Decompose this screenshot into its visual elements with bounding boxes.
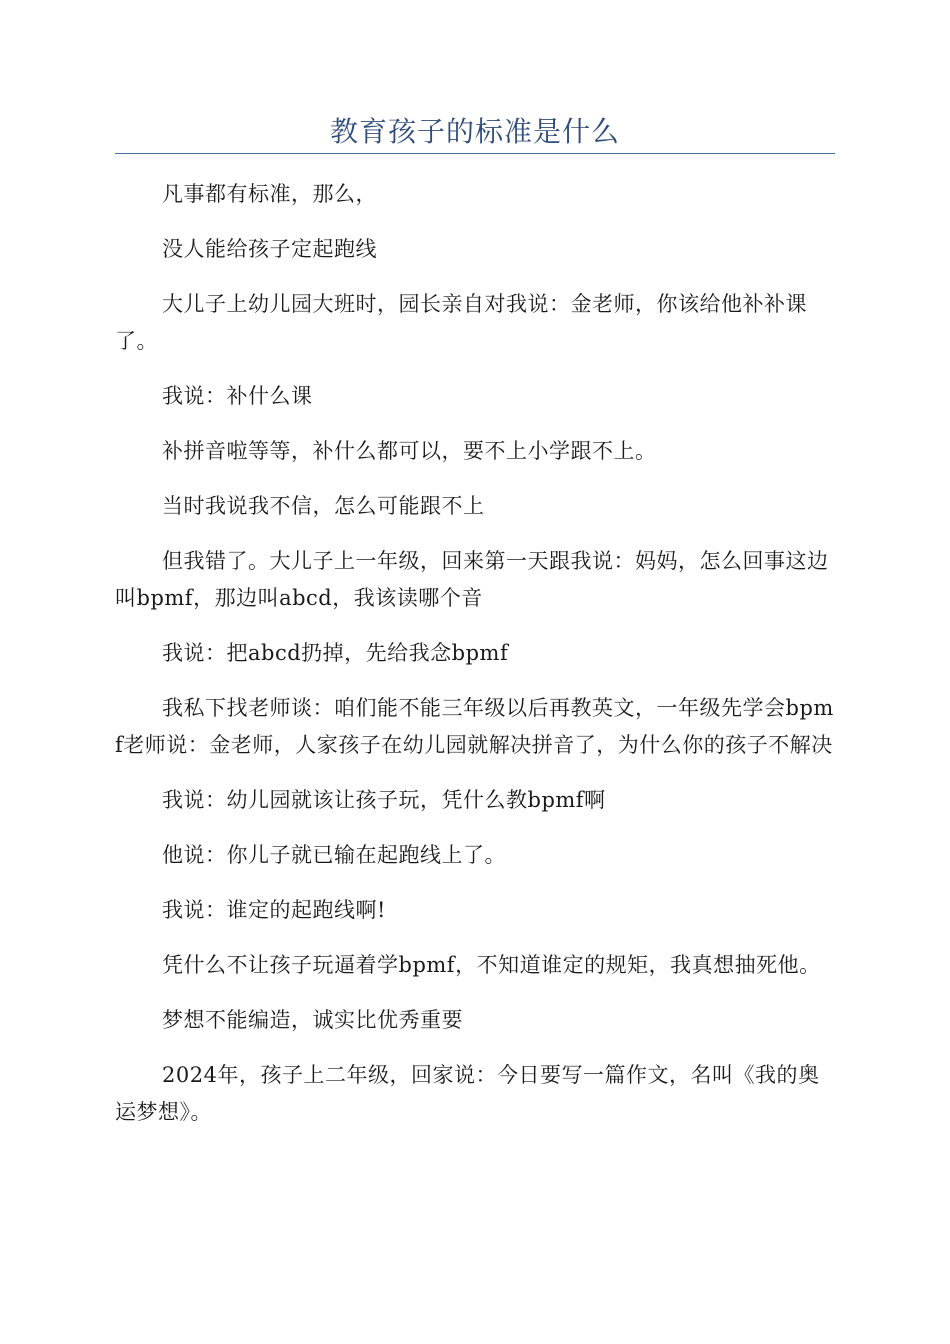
paragraph: 没人能给孩子定起跑线 <box>162 237 377 261</box>
paragraph: 大儿子上幼儿园大班时，园长亲自对我说：金老师，你该给他补补课了。 <box>115 292 807 353</box>
paragraph: 我说：补什么课 <box>162 384 313 408</box>
paragraph: 我说：幼儿园就该让孩子玩，凭什么教bpmf啊 <box>162 788 606 812</box>
paragraph: 补拼音啦等等，补什么都可以，要不上小学跟不上。 <box>162 439 657 463</box>
paragraph: 梦想不能编造，诚实比优秀重要 <box>162 1008 463 1032</box>
paragraph: 我私下找老师谈：咱们能不能三年级以后再教英文，一年级先学会bpmf老师说：金老师，人家孩子在幼儿园就解决拼音了，为什么你的孩子不解决 <box>115 696 834 757</box>
paragraph: 凭什么不让孩子玩逼着学bpmf，不知道谁定的规矩，我真想抽死他。 <box>162 953 821 977</box>
title-underline <box>115 153 835 154</box>
paragraph: 凡事都有标准，那么， <box>162 182 377 206</box>
paragraph: 我说：把abcd扔掉，先给我念bpmf <box>162 641 509 665</box>
paragraph: 2024年，孩子上二年级，回家说：今日要写一篇作文，名叫《我的奥运梦想》。 <box>115 1063 820 1124</box>
paragraph: 但我错了。大儿子上一年级，回来第一天跟我说：妈妈，怎么回事这边叫bpmf，那边叫abcd，我该读哪个音 <box>115 549 829 610</box>
document-title: 教育孩子的标准是什么 <box>329 115 620 148</box>
paragraph: 当时我说我不信，怎么可能跟不上 <box>162 494 485 518</box>
paragraph: 我说：谁定的起跑线啊! <box>162 898 386 922</box>
document-body <box>115 176 835 1149</box>
paragraph: 他说：你儿子就已输在起跑线上了。 <box>162 843 506 867</box>
